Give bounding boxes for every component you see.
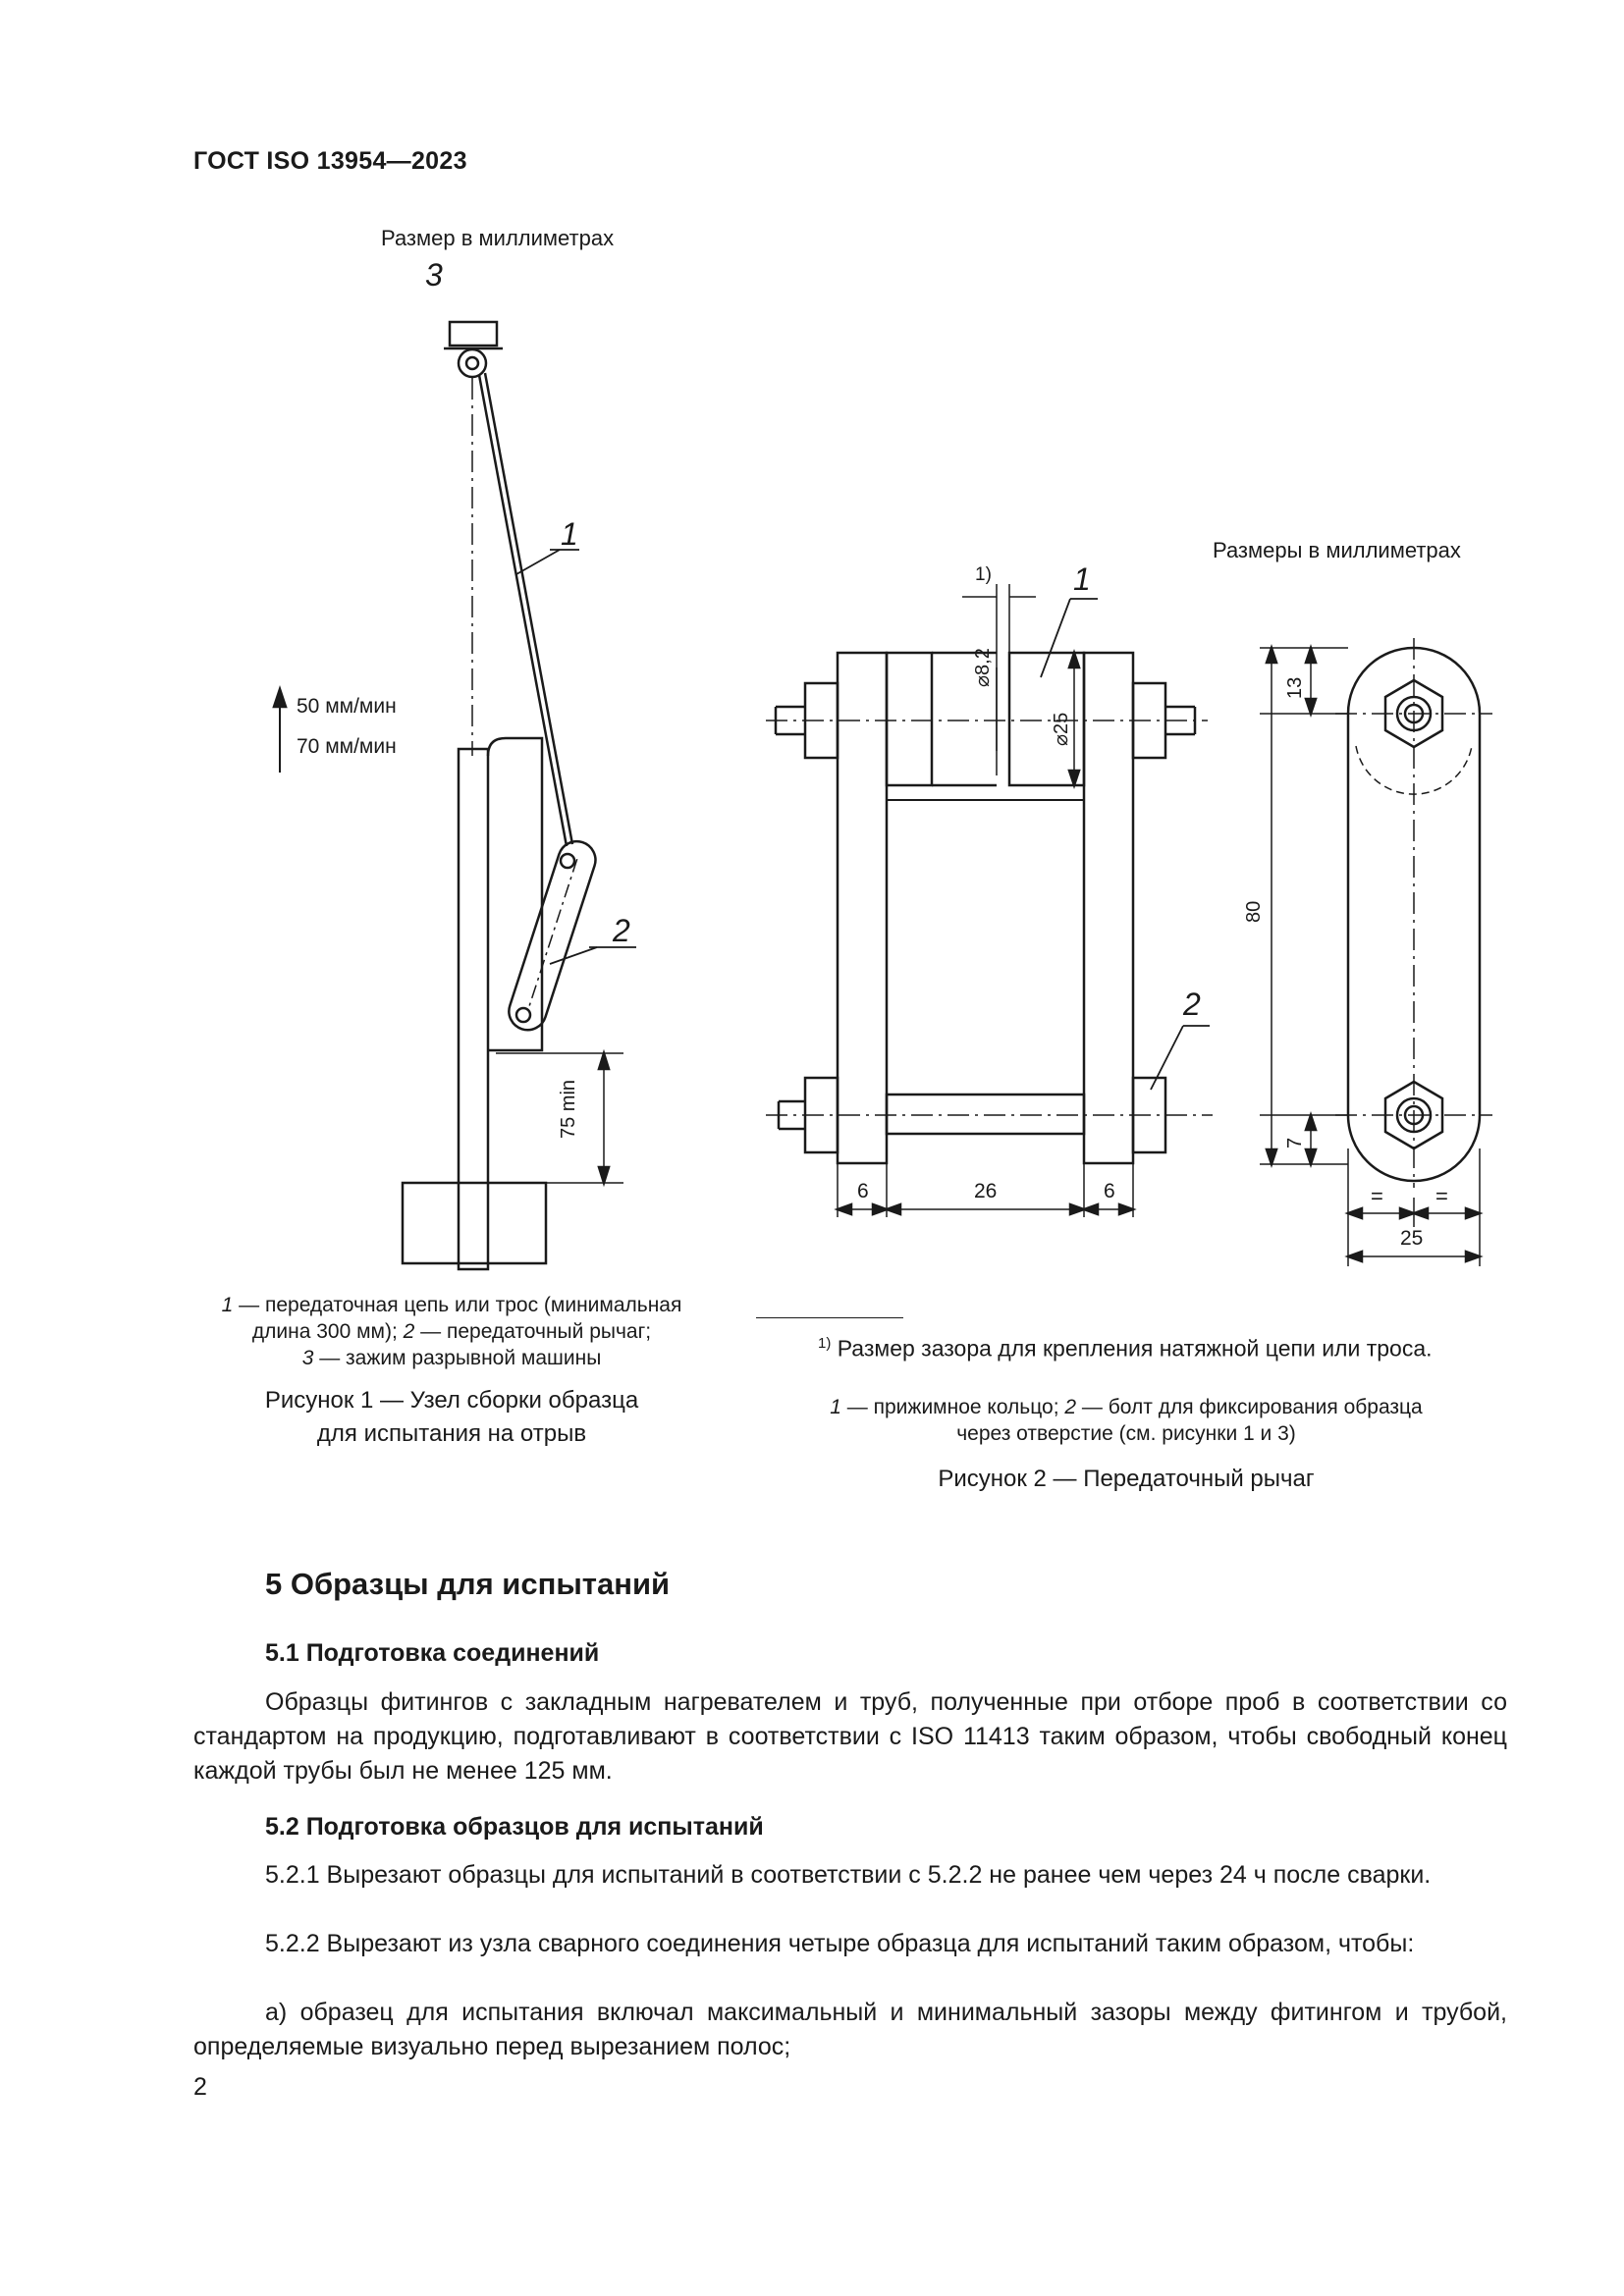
footnote-rule xyxy=(756,1317,903,1318)
figure1-drawing xyxy=(245,255,697,1276)
fig2-legend1-text: — прижимное кольцо; xyxy=(840,1396,1065,1418)
fig2-legend2-text: — болт для фиксирования образца через отверстие (см. рисунки 1 и 3) xyxy=(956,1396,1423,1445)
dim-26: 26 xyxy=(974,1180,998,1202)
dim-80: 80 xyxy=(1243,900,1265,923)
footnote-mark: 1) xyxy=(818,1335,832,1352)
section-5-heading: 5 Образцы для испытаний xyxy=(265,1567,671,1601)
legend3-num: 3 xyxy=(301,1347,314,1369)
legend1-text: — передаточная цепь или трос (минимальная длина 300 мм); xyxy=(233,1294,682,1343)
section-5-1-heading: 5.1 Подготовка соединений xyxy=(265,1639,600,1667)
lower-grip xyxy=(403,1183,546,1263)
legend2-text: — передаточный рычаг; xyxy=(414,1320,652,1343)
figure1-legend xyxy=(201,1292,702,1371)
figure2-legend xyxy=(807,1394,1445,1447)
bottom-bolt xyxy=(887,1095,1084,1134)
dim-6-right: 6 xyxy=(1104,1180,1115,1202)
dim-d8-2: ⌀8,2 xyxy=(972,648,994,687)
dim-6-left: 6 xyxy=(857,1180,869,1202)
right-plate xyxy=(1084,653,1133,1163)
figure2-title: Рисунок 2 — Передаточный рычаг xyxy=(938,1466,1315,1492)
footnote-text: Размер зазора для крепления натяжной цепи или троса. xyxy=(831,1335,1433,1362)
fig1-label-3: 3 xyxy=(425,257,443,293)
legend1-num: 1 xyxy=(221,1294,234,1316)
chain-line-b xyxy=(485,373,572,844)
figure1-units-note: Размер в миллиметрах xyxy=(381,226,615,250)
figure2-units-note: Размеры в миллиметрах xyxy=(1213,538,1461,562)
lever-top-hole xyxy=(561,854,574,868)
speed-arrow-icon xyxy=(274,689,286,707)
clamp-pin-inner xyxy=(466,357,478,369)
fig2-footnote-mark: 1) xyxy=(975,564,992,585)
paragraph-5-2-1: 5.2.1 Вырезают образцы для испытаний в соответствии с 5.2.2 не ранее чем через 24 ч после сварки. xyxy=(265,1861,1432,1889)
dim-eq-left: = xyxy=(1371,1184,1383,1208)
paragraph-5-2-2: 5.2.2 Вырезают из узла сварного соединения четыре образца для испытаний таким образом, чтобы: xyxy=(265,1930,1415,1957)
dim-d25: ⌀25 xyxy=(1051,712,1072,746)
lever-bottom-hole xyxy=(516,1008,530,1022)
dim-7: 7 xyxy=(1284,1137,1306,1148)
figure1-title-line1: Рисунок 1 — Узел сборки образца xyxy=(264,1387,639,1414)
fig2-legend2-num: 2 xyxy=(1064,1396,1077,1418)
page-number: 2 xyxy=(193,2073,207,2101)
leader-1 xyxy=(516,550,560,574)
fig2-legend1-num: 1 xyxy=(830,1396,841,1418)
specimen-fitting xyxy=(488,738,542,1050)
clamp-shape xyxy=(450,322,497,346)
section-5-1-text: Образцы фитингов с закладным нагревателем и труб, полученные при отборе проб в соответствии со стандартом на продукцию, подготавливают в соответствии с ISO 11413 таким образом, чтобы свободный конец каждой трубы был не менее 125 мм. xyxy=(193,1688,1507,1785)
figure2-drawing xyxy=(756,550,1512,1276)
speed-50: 50 мм/мин xyxy=(297,695,397,718)
section-5-2-heading: 5.2 Подготовка образцов для испытаний xyxy=(265,1813,764,1841)
fig1-label-1: 1 xyxy=(561,516,578,552)
left-ring xyxy=(887,653,932,785)
figure1-title-line2: для испытания на отрыв xyxy=(316,1420,587,1447)
leader-2 xyxy=(550,947,597,964)
lever-group xyxy=(504,836,600,1035)
chain-line-a xyxy=(479,375,567,846)
clamp-pin-outer xyxy=(459,349,486,377)
legend2-num: 2 xyxy=(403,1320,415,1343)
speed-70: 70 мм/мин xyxy=(297,735,397,758)
fig2-label-2: 2 xyxy=(1183,987,1201,1022)
dim-13: 13 xyxy=(1284,676,1306,699)
dim-75-label: 75 min xyxy=(558,1079,579,1139)
legend3-text: — зажим разрывной машины xyxy=(313,1347,602,1369)
fig1-label-2: 2 xyxy=(613,913,630,948)
paragraph-a: а) образец для испытания включал максимальный и минимальный зазоры между фитингом и трубой, определяемые визуально перед вырезанием полос; xyxy=(193,1999,1507,2060)
specimen-plate xyxy=(459,749,488,1269)
fig2-label-1: 1 xyxy=(1073,561,1091,597)
left-plate xyxy=(838,653,887,1163)
dim-eq-right: = xyxy=(1435,1184,1448,1208)
document-code: ГОСТ ISO 13954—2023 xyxy=(193,147,467,175)
figure2-footnote xyxy=(818,1335,1433,1362)
figure1-title xyxy=(201,1384,702,1451)
dim-25: 25 xyxy=(1400,1227,1424,1250)
